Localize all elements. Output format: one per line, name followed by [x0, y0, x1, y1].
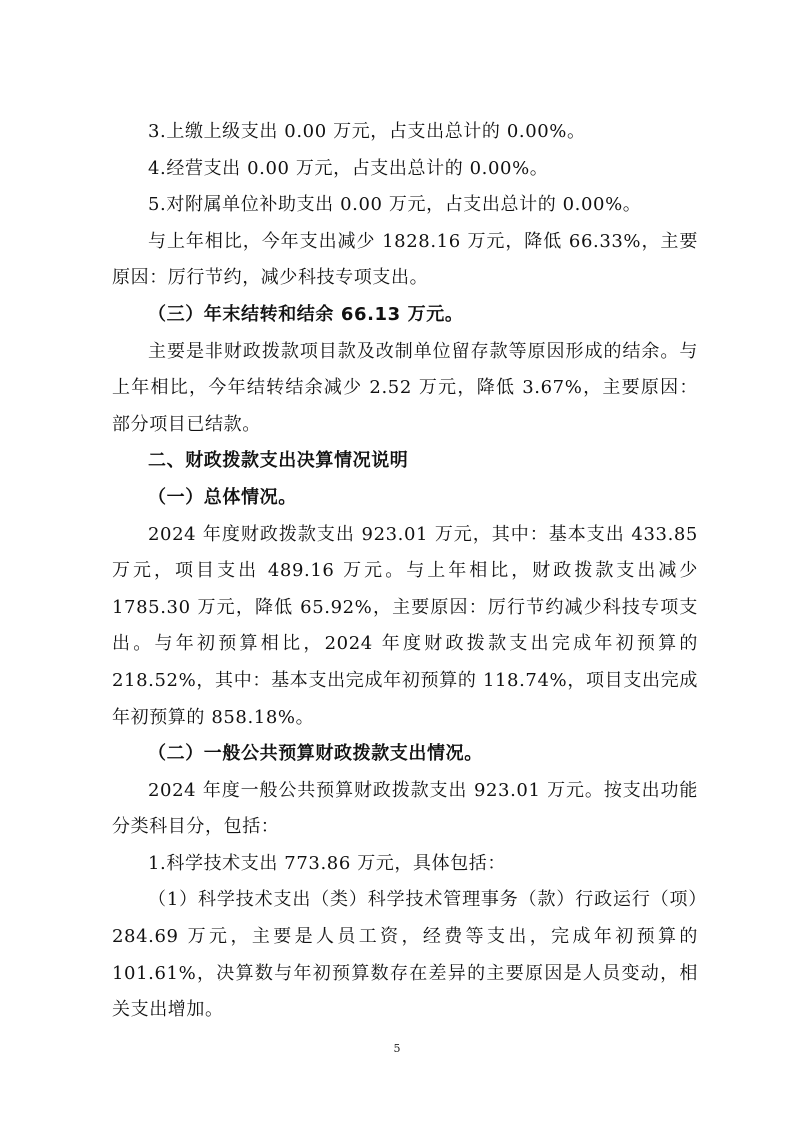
paragraph-item-4-operating-expense: 4.经营支出 0.00 万元，占支出总计的 0.00%。 — [148, 157, 549, 179]
heading-overall-situation: （一）总体情况。 — [148, 486, 297, 508]
section-heading-fiscal-appropriation: 二、财政拨款支出决算情况说明 — [148, 450, 409, 472]
paragraph-admin-operation: （1）科学技术支出（类）科学技术管理事务（款）行政运行（项）284.69 万元，主要是人员工资，经费等支出，完成年初预算的 101.61%，决算数与年初预算数存在差异的主要原因是人员变动，相关支出增加。 — [112, 889, 698, 1021]
paragraph-science-tech-expense: 1.科学技术支出 773.86 万元，具体包括： — [148, 852, 506, 874]
paragraph-item-5-subsidiary-expense: 5.对附属单位补助支出 0.00 万元，占支出总计的 0.00%。 — [148, 194, 642, 216]
page-number: 5 — [393, 1042, 401, 1055]
paragraph-balance-explanation: 主要是非财政拨款项目款及改制单位留存款等原因形成的结余。与上年相比，今年结转结余减少 2.52 万元，降低 3.67%，主要原因：部分项目已结款。 — [112, 340, 698, 435]
page-body — [112, 114, 698, 1029]
heading-year-end-balance: （三）年末结转和结余 66.13 万元。 — [148, 303, 464, 325]
paragraph-item-3-remit-expense: 3.上缴上级支出 0.00 万元，占支出总计的 0.00%。 — [148, 121, 586, 142]
paragraph-overall-situation: 2024 年度财政拨款支出 923.01 万元，其中：基本支出 433.85 万元，项目支出 489.16 万元。与上年相比，财政拨款支出减少 1785.30 万元，降低 65.92%，主要原因：厉行节约减少科技专项支出。与年初预算相比，2024 年度财政拨款支出完成年初预算的 218.52%，其中：基本支出完成年初预算的 118.74%，项目支出完成年初预算的 858.18%。 — [112, 523, 698, 728]
paragraph-yoy-expense-change: 与上年相比，今年支出减少 1828.16 万元，降低 66.33%，主要原因：厉行节约，减少科技专项支出。 — [112, 230, 698, 289]
paragraph-general-public-budget: 2024 年度一般公共预算财政拨款支出 923.01 万元。按支出功能分类科目分，包括： — [112, 779, 698, 838]
heading-general-public-budget: （二）一般公共预算财政拨款支出情况。 — [148, 743, 483, 765]
